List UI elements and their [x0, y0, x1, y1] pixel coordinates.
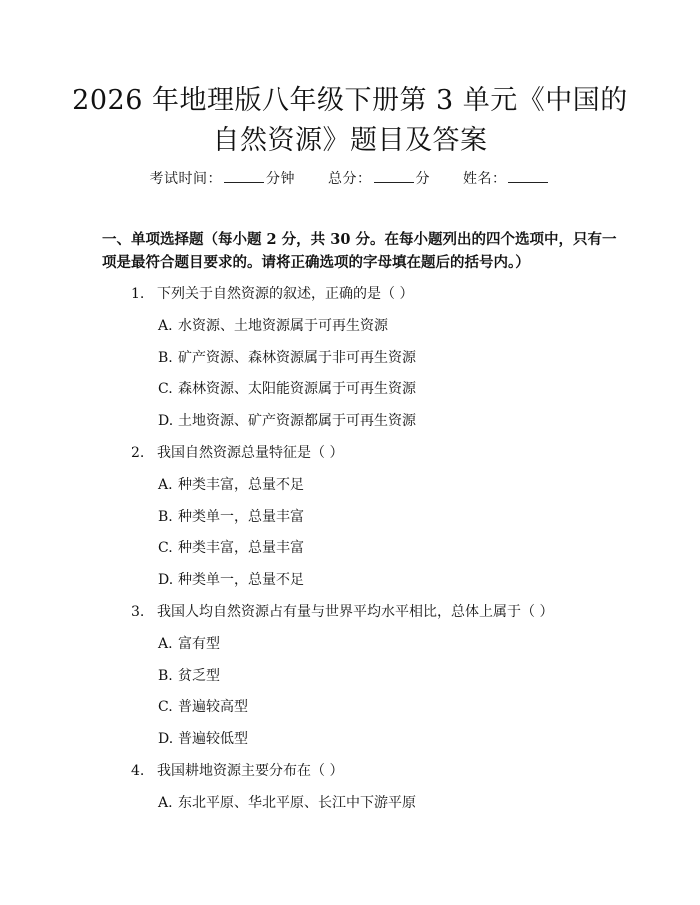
question-number: 4. [131, 763, 145, 779]
option-letter: D. [158, 413, 174, 429]
time-unit: 分钟 [266, 171, 296, 187]
option-letter: D. [158, 572, 174, 588]
question-text: 我国耕地资源主要分布在（ ） [157, 763, 344, 779]
question-1-option-d [158, 410, 416, 430]
question-text: 我国自然资源总量特征是（ ） [157, 445, 344, 461]
option-letter: C. [158, 699, 173, 715]
option-text: 富有型 [178, 636, 220, 652]
score-label: 总分： [328, 171, 372, 187]
question-text: 下列关于自然资源的叙述，正确的是（ ） [157, 286, 414, 302]
score-blank [374, 170, 414, 183]
time-label: 考试时间： [149, 171, 223, 187]
question-3-option-a [158, 633, 220, 653]
option-text: 普遍较高型 [178, 699, 248, 715]
question-3-option-c [158, 696, 248, 716]
question-2-option-c [158, 537, 304, 557]
question-text: 我国人均自然资源占有量与世界平均水平相比，总体上属于（ ） [157, 604, 554, 620]
option-text: 普遍较低型 [178, 731, 248, 747]
option-letter: B. [158, 509, 173, 525]
name-label: 姓名： [462, 171, 507, 187]
question-2-option-a [158, 474, 304, 494]
option-text: 种类单一，总量不足 [178, 572, 304, 588]
option-letter: B. [158, 668, 173, 684]
option-text: 东北平原、华北平原、长江中下游平原 [178, 795, 416, 811]
option-text: 土地资源、矿产资源都属于可再生资源 [178, 413, 416, 429]
exam-name [463, 171, 551, 187]
option-letter: D. [158, 731, 174, 747]
question-number: 3. [131, 604, 145, 620]
option-letter: B. [158, 350, 173, 366]
option-text: 矿产资源、森林资源属于非可再生资源 [178, 350, 416, 366]
option-text: 种类丰富，总量不足 [178, 477, 304, 493]
question-2 [131, 442, 343, 462]
option-letter: C. [158, 540, 173, 556]
question-3-option-d [158, 728, 248, 748]
option-text: 种类丰富，总量丰富 [178, 540, 304, 556]
option-text: 种类单一，总量丰富 [178, 509, 304, 525]
option-letter: A. [158, 318, 173, 334]
question-3-option-b [158, 665, 220, 685]
question-4 [131, 760, 343, 780]
exam-time [150, 171, 300, 187]
option-text: 水资源、土地资源属于可再生资源 [178, 318, 388, 334]
option-letter: A. [158, 477, 173, 493]
name-blank [508, 170, 548, 183]
question-1-option-c [158, 378, 416, 398]
question-1-option-a [158, 315, 388, 335]
option-text: 森林资源、太阳能资源属于可再生资源 [178, 381, 416, 397]
question-2-option-d [158, 569, 304, 589]
section-heading-single-choice: 一、单项选择题（每小题 2 分，共 30 分。在每小题列出的四个选项中，只有一项是最符合题目要求的。请将正确选项的字母填在题后的括号内。） [102, 231, 617, 271]
page-title-line2: 自然资源》题目及答案 [212, 125, 488, 156]
exam-meta [0, 168, 700, 188]
question-number: 1. [131, 286, 145, 302]
page-title-line1: 2026 年地理版八年级下册第 3 单元《中国的 [72, 85, 628, 116]
time-blank [224, 170, 264, 183]
option-letter: C. [158, 381, 173, 397]
exam-score [328, 171, 435, 187]
option-letter: A. [158, 795, 173, 811]
option-text: 贫乏型 [178, 668, 220, 684]
question-1 [131, 283, 413, 303]
option-letter: A. [158, 636, 173, 652]
question-number: 2. [131, 445, 145, 461]
question-1-option-b [158, 347, 416, 367]
question-2-option-b [158, 506, 304, 526]
question-3 [131, 601, 553, 621]
question-4-option-a [158, 792, 416, 812]
score-unit: 分 [415, 171, 430, 187]
